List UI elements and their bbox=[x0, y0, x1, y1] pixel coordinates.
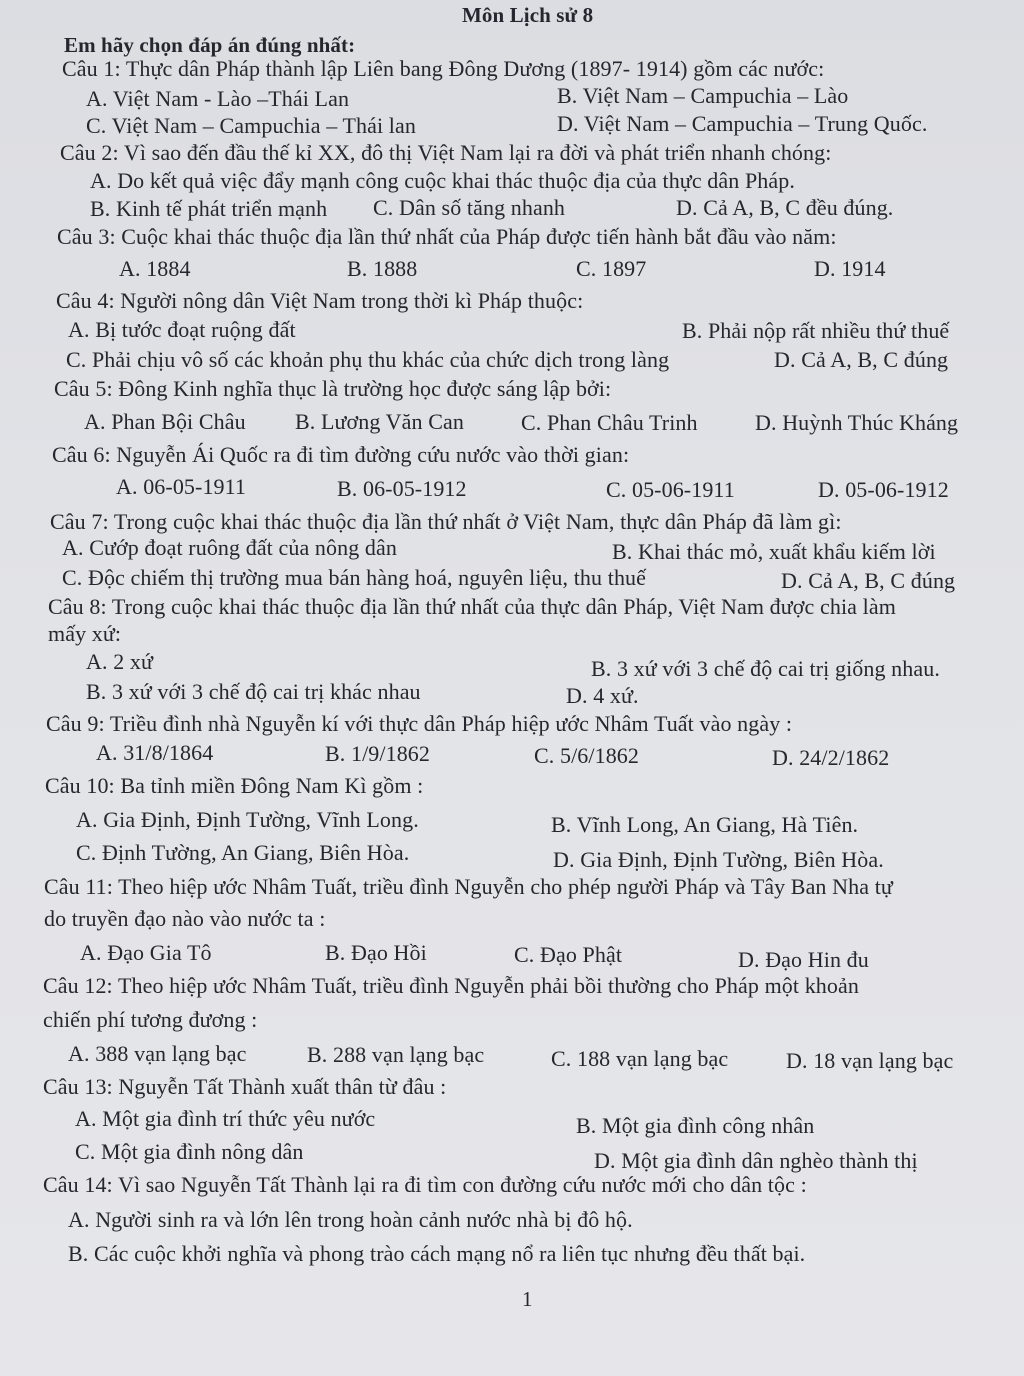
question-2-option-c: C. Dân số tăng nhanh bbox=[373, 195, 566, 220]
question-9-option-d: D. 24/2/1862 bbox=[772, 745, 890, 770]
question-13-option-c: C. Một gia đình nông dân bbox=[75, 1139, 304, 1164]
question-6-option-a: A. 06-05-1911 bbox=[116, 474, 247, 499]
question-5-option-b: B. Lương Văn Can bbox=[295, 409, 464, 434]
question-2-option-b: B. Kinh tế phát triển mạnh bbox=[90, 196, 328, 221]
question-12-option-d: D. 18 vạn lạng bạc bbox=[786, 1048, 954, 1073]
question-5: Câu 5: Đông Kinh nghĩa thục là trường học được sáng lập bởi: bbox=[54, 376, 612, 401]
question-1-option-d: D. Việt Nam – Campuchia – Trung Quốc. bbox=[557, 111, 928, 136]
question-10-option-c: C. Định Tường, An Giang, Biên Hòa. bbox=[76, 840, 410, 865]
question-9-option-a: A. 31/8/1864 bbox=[96, 740, 214, 765]
question-12-continued: chiến phí tương đương : bbox=[43, 1007, 258, 1032]
question-7: Câu 7: Trong cuộc khai thác thuộc địa lần thứ nhất ở Việt Nam, thực dân Pháp đã làm gì: bbox=[50, 509, 842, 534]
question-7-option-a: A. Cướp đoạt ruông đất của nông dân bbox=[62, 535, 397, 560]
question-14: Câu 14: Vì sao Nguyễn Tất Thành lại ra đi tìm con đường cứu nước mới cho dân tộc : bbox=[43, 1172, 807, 1197]
question-6-option-d: D. 05-06-1912 bbox=[818, 477, 949, 502]
question-8-option-a: A. 2 xứ bbox=[86, 649, 154, 674]
question-7-option-d: D. Cả A, B, C đúng bbox=[781, 568, 956, 593]
page-number: 1 bbox=[522, 1287, 533, 1311]
question-5-option-d: D. Huỳnh Thúc Kháng bbox=[755, 410, 959, 435]
question-11-option-b: B. Đạo Hồi bbox=[325, 940, 427, 965]
question-14-option-b: B. Các cuộc khởi nghĩa và phong trào cách mạng nổ ra liên tục nhưng đều thất bại. bbox=[68, 1241, 806, 1266]
question-4-option-d: D. Cả A, B, C đúng bbox=[774, 347, 949, 372]
question-14-option-a: A. Người sinh ra và lớn lên trong hoàn cảnh nước nhà bị đô hộ. bbox=[68, 1207, 633, 1232]
question-3-option-c: C. 1897 bbox=[576, 256, 647, 281]
question-2: Câu 2: Vì sao đến đầu thế kỉ XX, đô thị Việt Nam lại ra đời và phát triển nhanh chóng: bbox=[60, 140, 832, 165]
question-11-option-c: C. Đạo Phật bbox=[514, 942, 623, 967]
question-5-option-c: C. Phan Châu Trinh bbox=[521, 410, 698, 435]
question-9-option-b: B. 1/9/1862 bbox=[325, 741, 430, 766]
question-10-option-a: A. Gia Định, Định Tường, Vĩnh Long. bbox=[76, 807, 419, 832]
question-3-option-d: D. 1914 bbox=[814, 256, 886, 281]
instruction: Em hãy chọn đáp án đúng nhất: bbox=[64, 33, 356, 57]
question-13-option-a: A. Một gia đình trí thức yêu nước bbox=[75, 1106, 376, 1131]
question-8: Câu 8: Trong cuộc khai thác thuộc địa lần thứ nhất của thực dân Pháp, Việt Nam được chia làm bbox=[48, 594, 896, 619]
question-7-option-b: B. Khai thác mỏ, xuất khẩu kiếm lời bbox=[612, 539, 936, 564]
question-5-option-a: A. Phan Bội Châu bbox=[84, 409, 246, 434]
page-title: Môn Lịch sử 8 bbox=[462, 3, 594, 27]
question-13-option-d: D. Một gia đình dân nghèo thành thị bbox=[594, 1148, 918, 1173]
question-10-option-b: B. Vĩnh Long, An Giang, Hà Tiên. bbox=[551, 812, 859, 837]
question-1: Câu 1: Thực dân Pháp thành lập Liên bang Đông Dương (1897- 1914) gồm các nước: bbox=[62, 56, 825, 81]
question-13: Câu 13: Nguyễn Tất Thành xuất thân từ đâu : bbox=[43, 1074, 447, 1099]
question-4-option-c: C. Phải chịu vô số các khoản phụ thu khác của chức dịch trong làng bbox=[66, 347, 670, 372]
question-1-option-a: A. Việt Nam - Lào –Thái Lan bbox=[86, 86, 350, 111]
question-6-option-b: B. 06-05-1912 bbox=[337, 476, 467, 501]
question-13-option-b: B. Một gia đình công nhân bbox=[576, 1113, 815, 1138]
question-7-option-c: C. Độc chiếm thị trường mua bán hàng hoá, nguyên liệu, thu thuế bbox=[62, 565, 647, 590]
question-12: Câu 12: Theo hiệp ước Nhâm Tuất, triều đình Nguyễn phải bồi thường cho Pháp một khoản bbox=[43, 973, 859, 998]
question-3-option-b: B. 1888 bbox=[347, 256, 418, 281]
question-8-option-b-alt: B. 3 xứ với 3 chế độ cai trị giống nhau. bbox=[591, 656, 940, 681]
question-4-option-b: B. Phải nộp rất nhiều thứ thuế bbox=[682, 318, 950, 343]
question-9: Câu 9: Triều đình nhà Nguyễn kí với thực dân Pháp hiệp ước Nhâm Tuất vào ngày : bbox=[46, 711, 793, 736]
question-11-option-d: D. Đạo Hin đu bbox=[738, 947, 869, 972]
question-8-option-d: D. 4 xứ. bbox=[566, 683, 639, 708]
question-11: Câu 11: Theo hiệp ước Nhâm Tuất, triều đình Nguyễn cho phép người Pháp và Tây Ban Nha tự bbox=[44, 874, 893, 899]
question-3-option-a: A. 1884 bbox=[119, 256, 191, 281]
question-12-option-a: A. 388 vạn lạng bạc bbox=[68, 1041, 247, 1066]
question-12-option-c: C. 188 vạn lạng bạc bbox=[551, 1046, 729, 1071]
question-3: Câu 3: Cuộc khai thác thuộc địa lần thứ nhất của Pháp được tiến hành bắt đầu vào năm: bbox=[57, 224, 837, 249]
question-11-option-a: A. Đạo Gia Tô bbox=[80, 940, 212, 965]
question-11-continued: do truyền đạo nào vào nước ta : bbox=[44, 906, 326, 931]
question-2-option-a: A. Do kết quả việc đẩy mạnh công cuộc khai thác thuộc địa của thực dân Pháp. bbox=[90, 168, 795, 193]
question-9-option-c: C. 5/6/1862 bbox=[534, 743, 639, 768]
question-4-option-a: A. Bị tước đoạt ruộng đất bbox=[68, 317, 296, 342]
question-2-option-d: D. Cả A, B, C đều đúng. bbox=[676, 195, 894, 220]
question-8-option-b: B. 3 xứ với 3 chế độ cai trị khác nhau bbox=[86, 679, 421, 704]
question-8-continued: mấy xứ: bbox=[48, 621, 122, 646]
question-6-option-c: C. 05-06-1911 bbox=[606, 477, 735, 502]
question-10-option-d: D. Gia Định, Định Tường, Biên Hòa. bbox=[553, 847, 884, 872]
question-1-option-b: B. Việt Nam – Campuchia – Lào bbox=[557, 83, 849, 108]
question-4: Câu 4: Người nông dân Việt Nam trong thời kì Pháp thuộc: bbox=[56, 288, 584, 313]
question-1-option-c: C. Việt Nam – Campuchia – Thái lan bbox=[86, 113, 416, 138]
question-10: Câu 10: Ba tỉnh miền Đông Nam Kì gồm : bbox=[45, 773, 424, 798]
question-6: Câu 6: Nguyễn Ái Quốc ra đi tìm đường cứu nước vào thời gian: bbox=[52, 442, 630, 467]
question-12-option-b: B. 288 vạn lạng bạc bbox=[307, 1042, 485, 1067]
